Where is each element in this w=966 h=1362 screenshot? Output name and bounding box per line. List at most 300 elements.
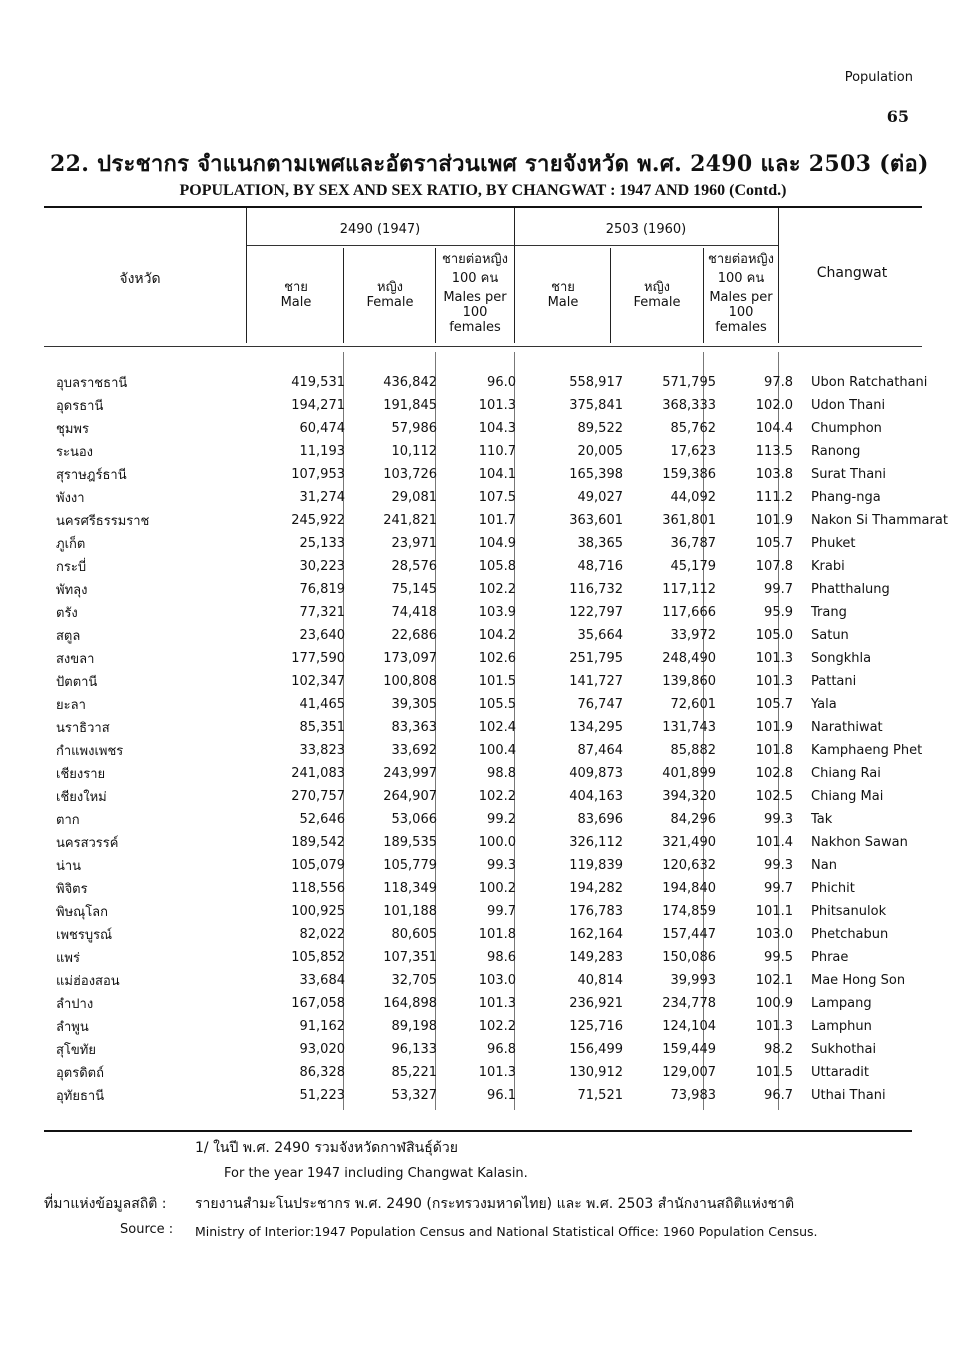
ratio-1947-cell: 104.2 <box>478 628 516 643</box>
col-group-1960: 2503 (1960) <box>605 222 687 237</box>
ratio-1960-cell: 111.2 <box>755 490 793 505</box>
male-1947-cell: 82,022 <box>299 927 345 942</box>
male-1960-cell: 409,873 <box>569 766 623 781</box>
male-1960-cell: 134,295 <box>569 720 623 735</box>
changwat-english-cell: Nan <box>811 858 837 873</box>
ratio-1947-cell: 99.3 <box>487 858 516 873</box>
female-1960-cell: 174,859 <box>662 904 716 919</box>
section-header: Population <box>844 70 913 85</box>
changwat-thai-cell: นราธิวาส <box>56 721 110 736</box>
col-header-female-1960 <box>611 280 703 310</box>
male-1947-cell: 33,823 <box>299 743 345 758</box>
changwat-thai-cell: ภูเก็ต <box>56 537 86 552</box>
changwat-english-cell: Nakhon Sawan <box>811 835 908 850</box>
male-1960-cell: 130,912 <box>569 1065 623 1080</box>
ratio-1947-cell: 96.1 <box>487 1088 516 1103</box>
female-1947-cell: 101,188 <box>383 904 437 919</box>
female-thai-label: หญิง <box>644 280 670 295</box>
male-1960-cell: 83,696 <box>577 812 623 827</box>
changwat-thai-cell: พังงา <box>56 491 85 506</box>
female-1947-cell: 243,997 <box>383 766 437 781</box>
changwat-thai-cell: ยะลา <box>56 698 86 713</box>
ratio-1960-cell: 113.5 <box>755 444 793 459</box>
changwat-english-cell: Phichit <box>811 881 855 896</box>
male-1947-cell: 118,556 <box>291 881 345 896</box>
female-1960-cell: 36,787 <box>670 536 716 551</box>
male-1947-cell: 419,531 <box>291 375 345 390</box>
male-1960-cell: 363,601 <box>569 513 623 528</box>
ratio-1947-cell: 104.9 <box>478 536 516 551</box>
changwat-english-cell: Tak <box>811 812 833 827</box>
female-1947-cell: 96,133 <box>391 1042 437 1057</box>
male-1947-cell: 107,953 <box>291 467 345 482</box>
ratio-1947-cell: 104.1 <box>478 467 516 482</box>
table-row <box>44 992 955 1015</box>
table-row <box>44 808 955 831</box>
source-label-thai: ที่มาแห่งข้อมูลสถิติ : <box>44 1196 167 1212</box>
ratio-1960-cell: 99.3 <box>764 812 793 827</box>
col-header-ratio-1960 <box>703 252 779 335</box>
male-english-label: Male <box>547 295 579 310</box>
source-text-english: Ministry of Interior:1947 Population Census and National Statistical Office: 1960 Population Census. <box>195 1224 818 1239</box>
table-row <box>44 785 955 808</box>
male-1947-cell: 91,162 <box>299 1019 345 1034</box>
male-english-label: Male <box>280 295 312 310</box>
ratio-1960-cell: 101.3 <box>755 674 793 689</box>
male-1947-cell: 31,274 <box>299 490 345 505</box>
male-1960-cell: 326,112 <box>569 835 623 850</box>
female-1960-cell: 159,386 <box>662 467 716 482</box>
changwat-english-cell: Pattani <box>811 674 857 689</box>
table-row <box>44 1015 955 1038</box>
table-row <box>44 1038 955 1061</box>
ratio-1947-cell: 101.5 <box>478 674 516 689</box>
table-row <box>44 486 955 509</box>
changwat-english-cell: Songkhla <box>811 651 872 666</box>
changwat-thai-cell: เชียงใหม่ <box>56 790 107 805</box>
male-1960-cell: 48,716 <box>577 559 623 574</box>
female-1960-cell: 39,993 <box>670 973 716 988</box>
female-1960-cell: 234,778 <box>662 996 716 1011</box>
male-1960-cell: 558,917 <box>569 375 623 390</box>
ratio-1960-cell: 102.1 <box>755 973 793 988</box>
female-1947-cell: 10,112 <box>391 444 437 459</box>
female-1960-cell: 73,983 <box>670 1088 716 1103</box>
changwat-english-cell: Uthai Thani <box>811 1088 886 1103</box>
male-1947-cell: 270,757 <box>291 789 345 804</box>
ratio-1947-cell: 102.4 <box>478 720 516 735</box>
bottom-rule <box>44 1130 912 1132</box>
female-1947-cell: 80,605 <box>391 927 437 942</box>
table-row <box>44 1061 955 1084</box>
changwat-english-cell: Phatthalung <box>811 582 890 597</box>
table-row <box>44 923 955 946</box>
changwat-thai-cell: กระบี่ <box>56 560 87 575</box>
female-1947-cell: 191,845 <box>383 398 437 413</box>
ratio-1947-cell: 101.3 <box>478 996 516 1011</box>
title-rule <box>44 206 922 208</box>
changwat-english-cell: Phang-nga <box>811 490 881 505</box>
ratio-1947-cell: 104.3 <box>478 421 516 436</box>
female-1947-cell: 85,221 <box>391 1065 437 1080</box>
male-1960-cell: 20,005 <box>577 444 623 459</box>
changwat-thai-cell: ลำปาง <box>56 997 94 1012</box>
male-1947-cell: 194,271 <box>291 398 345 413</box>
ratio-1947-cell: 99.2 <box>487 812 516 827</box>
male-1960-cell: 236,921 <box>569 996 623 1011</box>
table-row <box>44 762 955 785</box>
male-1947-cell: 86,328 <box>299 1065 345 1080</box>
ratio-1960-cell: 99.3 <box>764 858 793 873</box>
changwat-thai-cell: อุตรดิตถ์ <box>56 1066 104 1081</box>
ratio-1960-cell: 105.0 <box>755 628 793 643</box>
female-1960-cell: 361,801 <box>662 513 716 528</box>
source-text-thai: รายงานสำมะโนประชากร พ.ศ. 2490 (กระทรวงมหาดไทย) และ พ.ศ. 2503 สำนักงานสถิติแห่งชาติ <box>195 1196 795 1212</box>
male-1960-cell: 165,398 <box>569 467 623 482</box>
female-1947-cell: 53,327 <box>391 1088 437 1103</box>
group-rule-1947 <box>246 245 514 246</box>
changwat-english-cell: Sukhothai <box>811 1042 877 1057</box>
male-1960-cell: 156,499 <box>569 1042 623 1057</box>
changwat-english-cell: Lampang <box>811 996 872 1011</box>
changwat-thai-cell: อุดรธานี <box>56 399 104 414</box>
changwat-thai-cell: พัทลุง <box>56 583 88 598</box>
changwat-thai-cell: เพชรบูรณ์ <box>56 928 113 943</box>
changwat-thai-cell: พิจิตร <box>56 882 88 897</box>
ratio-1947-cell: 101.7 <box>478 513 516 528</box>
female-1947-cell: 83,363 <box>391 720 437 735</box>
male-1960-cell: 76,747 <box>577 697 623 712</box>
table-row <box>44 532 955 555</box>
group-rule-1960 <box>514 245 778 246</box>
female-1947-cell: 89,198 <box>391 1019 437 1034</box>
female-1947-cell: 173,097 <box>383 651 437 666</box>
male-1947-cell: 85,351 <box>299 720 345 735</box>
ratio-1960-cell: 100.9 <box>755 996 793 1011</box>
female-1960-cell: 72,601 <box>670 697 716 712</box>
table-row <box>44 716 955 739</box>
male-1947-cell: 33,684 <box>299 973 345 988</box>
ratio-1960-cell: 101.9 <box>755 513 793 528</box>
changwat-thai-cell: ปัตตานี <box>56 675 98 690</box>
female-1960-cell: 159,449 <box>662 1042 716 1057</box>
changwat-english-cell: Udon Thani <box>811 398 886 413</box>
ratio-1960-cell: 101.5 <box>755 1065 793 1080</box>
ratio-1960-cell: 99.7 <box>764 881 793 896</box>
table-row <box>44 440 955 463</box>
female-english-label: Female <box>366 295 414 310</box>
male-1947-cell: 23,640 <box>299 628 345 643</box>
table-row <box>44 601 955 624</box>
male-1947-cell: 25,133 <box>299 536 345 551</box>
male-1947-cell: 51,223 <box>299 1088 345 1103</box>
female-1960-cell: 157,447 <box>662 927 716 942</box>
ratio-1947-cell: 107.5 <box>478 490 516 505</box>
changwat-thai-cell: ตรัง <box>56 606 78 621</box>
footnote-english: For the year 1947 including Changwat Kalasin. <box>224 1166 528 1181</box>
ratio-1947-cell: 102.2 <box>478 789 516 804</box>
changwat-thai-cell: สงขลา <box>56 652 95 667</box>
female-1960-cell: 368,333 <box>662 398 716 413</box>
changwat-english-cell: Chiang Rai <box>811 766 881 781</box>
male-thai-label: ชาย <box>284 280 308 295</box>
male-1947-cell: 105,079 <box>291 858 345 873</box>
female-english-label: Female <box>633 295 681 310</box>
ratio-1947-cell: 102.2 <box>478 1019 516 1034</box>
female-1960-cell: 45,179 <box>670 559 716 574</box>
ratio-1960-cell: 96.7 <box>764 1088 793 1103</box>
ratio-1947-cell: 96.8 <box>487 1042 516 1057</box>
female-1960-cell: 44,092 <box>670 490 716 505</box>
population-table <box>44 371 955 1107</box>
female-1947-cell: 28,576 <box>391 559 437 574</box>
ratio-1960-cell: 101.3 <box>755 651 793 666</box>
female-1947-cell: 74,418 <box>391 605 437 620</box>
male-1947-cell: 76,819 <box>299 582 345 597</box>
male-1947-cell: 93,020 <box>299 1042 345 1057</box>
female-1960-cell: 150,086 <box>662 950 716 965</box>
changwat-english-cell: Phetchabun <box>811 927 889 942</box>
page-number: 65 <box>886 107 909 126</box>
female-1947-cell: 39,305 <box>391 697 437 712</box>
changwat-thai-cell: แม่ฮ่องสอน <box>56 974 120 989</box>
changwat-english-cell: Uttaradit <box>811 1065 869 1080</box>
female-1947-cell: 22,686 <box>391 628 437 643</box>
table-row <box>44 394 955 417</box>
female-1960-cell: 139,860 <box>662 674 716 689</box>
table-row <box>44 831 955 854</box>
female-1960-cell: 17,623 <box>670 444 716 459</box>
changwat-english-cell: Surat Thani <box>811 467 887 482</box>
table-row <box>44 624 955 647</box>
changwat-thai-cell: เชียงราย <box>56 767 106 782</box>
male-1960-cell: 141,727 <box>569 674 623 689</box>
changwat-thai-cell: ตาก <box>56 813 80 828</box>
female-1960-cell: 194,840 <box>662 881 716 896</box>
ratio-1960-cell: 99.5 <box>764 950 793 965</box>
changwat-english-cell: Satun <box>811 628 849 643</box>
male-1960-cell: 49,027 <box>577 490 623 505</box>
male-1947-cell: 241,083 <box>291 766 345 781</box>
col-header-male-1947 <box>250 280 342 310</box>
table-row <box>44 900 955 923</box>
col-group-1947: 2490 (1947) <box>339 222 421 237</box>
male-1947-cell: 100,925 <box>291 904 345 919</box>
female-1960-cell: 117,666 <box>662 605 716 620</box>
ratio-1947-cell: 105.5 <box>478 697 516 712</box>
changwat-english-cell: Nakon Si Thammarat <box>811 513 948 528</box>
male-1960-cell: 38,365 <box>577 536 623 551</box>
changwat-english-cell: Ranong <box>811 444 861 459</box>
table-row <box>44 670 955 693</box>
male-1960-cell: 404,163 <box>569 789 623 804</box>
female-1947-cell: 107,351 <box>383 950 437 965</box>
ratio-1947-cell: 101.3 <box>478 1065 516 1080</box>
changwat-english-cell: Yala <box>811 697 837 712</box>
male-1947-cell: 102,347 <box>291 674 345 689</box>
female-1947-cell: 189,535 <box>383 835 437 850</box>
changwat-thai-cell: สตูล <box>56 629 81 644</box>
ratio-1947-cell: 98.6 <box>487 950 516 965</box>
female-1947-cell: 33,692 <box>391 743 437 758</box>
table-title-english: POPULATION, BY SEX AND SEX RATIO, BY CHANGWAT : 1947 AND 1960 (Contd.) <box>179 182 787 199</box>
male-1960-cell: 40,814 <box>577 973 623 988</box>
ratio-1960-cell: 101.9 <box>755 720 793 735</box>
ratio-1960-cell: 98.2 <box>764 1042 793 1057</box>
female-1947-cell: 29,081 <box>391 490 437 505</box>
male-1947-cell: 189,542 <box>291 835 345 850</box>
source-label-english: Source : <box>120 1222 174 1237</box>
ratio-1947-cell: 102.6 <box>478 651 516 666</box>
male-1947-cell: 177,590 <box>291 651 345 666</box>
male-1947-cell: 167,058 <box>291 996 345 1011</box>
changwat-english-cell: Mae Hong Son <box>811 973 906 988</box>
male-1947-cell: 52,646 <box>299 812 345 827</box>
table-row <box>44 578 955 601</box>
female-1947-cell: 241,821 <box>383 513 437 528</box>
ratio-1960-cell: 103.8 <box>755 467 793 482</box>
table-row <box>44 877 955 900</box>
table-row <box>44 946 955 969</box>
table-row <box>44 417 955 440</box>
female-1960-cell: 85,762 <box>670 421 716 436</box>
table-row <box>44 969 955 992</box>
female-1947-cell: 57,986 <box>391 421 437 436</box>
ratio-english-label-3: females <box>715 320 767 335</box>
ratio-1947-cell: 100.4 <box>478 743 516 758</box>
ratio-thai-label: ชายต่อหญิง <box>442 252 508 267</box>
ratio-1960-cell: 95.9 <box>764 605 793 620</box>
female-1947-cell: 105,779 <box>383 858 437 873</box>
female-1947-cell: 118,349 <box>383 881 437 896</box>
changwat-thai-cell: ชุมพร <box>56 422 89 437</box>
ratio-1960-cell: 103.0 <box>755 927 793 942</box>
changwat-thai-cell: นครศรีธรรมราช <box>56 514 150 529</box>
male-1960-cell: 176,783 <box>569 904 623 919</box>
ratio-1947-cell: 101.8 <box>478 927 516 942</box>
ratio-thai-label-2: 100 คน <box>717 271 765 286</box>
female-1960-cell: 129,007 <box>662 1065 716 1080</box>
female-1947-cell: 75,145 <box>391 582 437 597</box>
male-1947-cell: 11,193 <box>299 444 345 459</box>
col-header-changwat-thai: จังหวัด <box>119 271 161 287</box>
ratio-1960-cell: 102.5 <box>755 789 793 804</box>
changwat-thai-cell: อุทัยธานี <box>56 1089 105 1104</box>
ratio-1960-cell: 99.7 <box>764 582 793 597</box>
changwat-english-cell: Kamphaeng Phet <box>811 743 923 758</box>
changwat-english-cell: Trang <box>811 605 847 620</box>
ratio-english-label-3: females <box>449 320 501 335</box>
ratio-english-label: Males per <box>709 290 773 305</box>
male-1960-cell: 71,521 <box>577 1088 623 1103</box>
ratio-1947-cell: 100.0 <box>478 835 516 850</box>
female-1960-cell: 248,490 <box>662 651 716 666</box>
table-row <box>44 647 955 670</box>
changwat-thai-cell: ลำพูน <box>56 1020 89 1035</box>
female-1960-cell: 84,296 <box>670 812 716 827</box>
female-1960-cell: 131,743 <box>662 720 716 735</box>
female-1947-cell: 32,705 <box>391 973 437 988</box>
male-1960-cell: 125,716 <box>569 1019 623 1034</box>
table-row <box>44 463 955 486</box>
ratio-1947-cell: 102.2 <box>478 582 516 597</box>
female-thai-label: หญิง <box>377 280 403 295</box>
changwat-thai-cell: อุบลราชธานี <box>56 376 128 391</box>
ratio-1947-cell: 100.2 <box>478 881 516 896</box>
ratio-1947-cell: 99.7 <box>487 904 516 919</box>
changwat-english-cell: Chiang Mai <box>811 789 884 804</box>
ratio-1947-cell: 103.9 <box>478 605 516 620</box>
table-row <box>44 1084 955 1107</box>
col-header-male-1960 <box>517 280 609 310</box>
ratio-1960-cell: 101.4 <box>755 835 793 850</box>
table-row <box>44 739 955 762</box>
changwat-english-cell: Lamphun <box>811 1019 872 1034</box>
table-row <box>44 371 955 394</box>
female-1960-cell: 124,104 <box>662 1019 716 1034</box>
col-header-female-1947 <box>345 280 435 310</box>
changwat-thai-cell: น่าน <box>56 859 82 874</box>
male-1960-cell: 122,797 <box>569 605 623 620</box>
female-1960-cell: 85,882 <box>670 743 716 758</box>
ratio-1960-cell: 101.3 <box>755 1019 793 1034</box>
changwat-thai-cell: แพร่ <box>56 951 80 966</box>
ratio-1960-cell: 105.7 <box>755 697 793 712</box>
male-1960-cell: 119,839 <box>569 858 623 873</box>
ratio-1947-cell: 101.3 <box>478 398 516 413</box>
changwat-thai-cell: กำแพงเพชร <box>56 744 124 759</box>
female-1960-cell: 401,899 <box>662 766 716 781</box>
male-1960-cell: 375,841 <box>569 398 623 413</box>
changwat-thai-cell: ระนอง <box>56 445 94 460</box>
male-1960-cell: 162,164 <box>569 927 623 942</box>
female-1960-cell: 394,320 <box>662 789 716 804</box>
ratio-1947-cell: 105.8 <box>478 559 516 574</box>
male-thai-label: ชาย <box>551 280 575 295</box>
male-1960-cell: 116,732 <box>569 582 623 597</box>
ratio-1960-cell: 102.8 <box>755 766 793 781</box>
male-1947-cell: 30,223 <box>299 559 345 574</box>
table-row <box>44 555 955 578</box>
changwat-english-cell: Chumphon <box>811 421 882 436</box>
male-1947-cell: 77,321 <box>299 605 345 620</box>
female-1947-cell: 53,066 <box>391 812 437 827</box>
changwat-english-cell: Phuket <box>811 536 856 551</box>
ratio-1947-cell: 103.0 <box>478 973 516 988</box>
female-1947-cell: 164,898 <box>383 996 437 1011</box>
changwat-thai-cell: สุโขทัย <box>56 1043 96 1058</box>
table-title-thai: 22. ประชากร จำแนกตามเพศและอัตราส่วนเพศ รายจังหวัด พ.ศ. 2490 และ 2503 (ต่อ) <box>50 151 929 177</box>
ratio-1947-cell: 110.7 <box>478 444 516 459</box>
ratio-1960-cell: 105.7 <box>755 536 793 551</box>
table-row <box>44 854 955 877</box>
ratio-english-label-2: 100 <box>728 305 754 320</box>
changwat-english-cell: Ubon Ratchathani <box>811 375 928 390</box>
male-1960-cell: 149,283 <box>569 950 623 965</box>
male-1947-cell: 41,465 <box>299 697 345 712</box>
male-1960-cell: 251,795 <box>569 651 623 666</box>
female-1960-cell: 321,490 <box>662 835 716 850</box>
male-1960-cell: 194,282 <box>569 881 623 896</box>
ratio-1960-cell: 102.0 <box>755 398 793 413</box>
male-1960-cell: 89,522 <box>577 421 623 436</box>
ratio-1960-cell: 101.8 <box>755 743 793 758</box>
ratio-english-label-2: 100 <box>462 305 488 320</box>
footnote-thai: 1/ ในปี พ.ศ. 2490 รวมจังหวัดกาฬสินธุ์ด้วย <box>195 1140 458 1156</box>
ratio-1960-cell: 107.8 <box>755 559 793 574</box>
changwat-thai-cell: พิษณุโลก <box>56 905 109 920</box>
female-1960-cell: 33,972 <box>670 628 716 643</box>
